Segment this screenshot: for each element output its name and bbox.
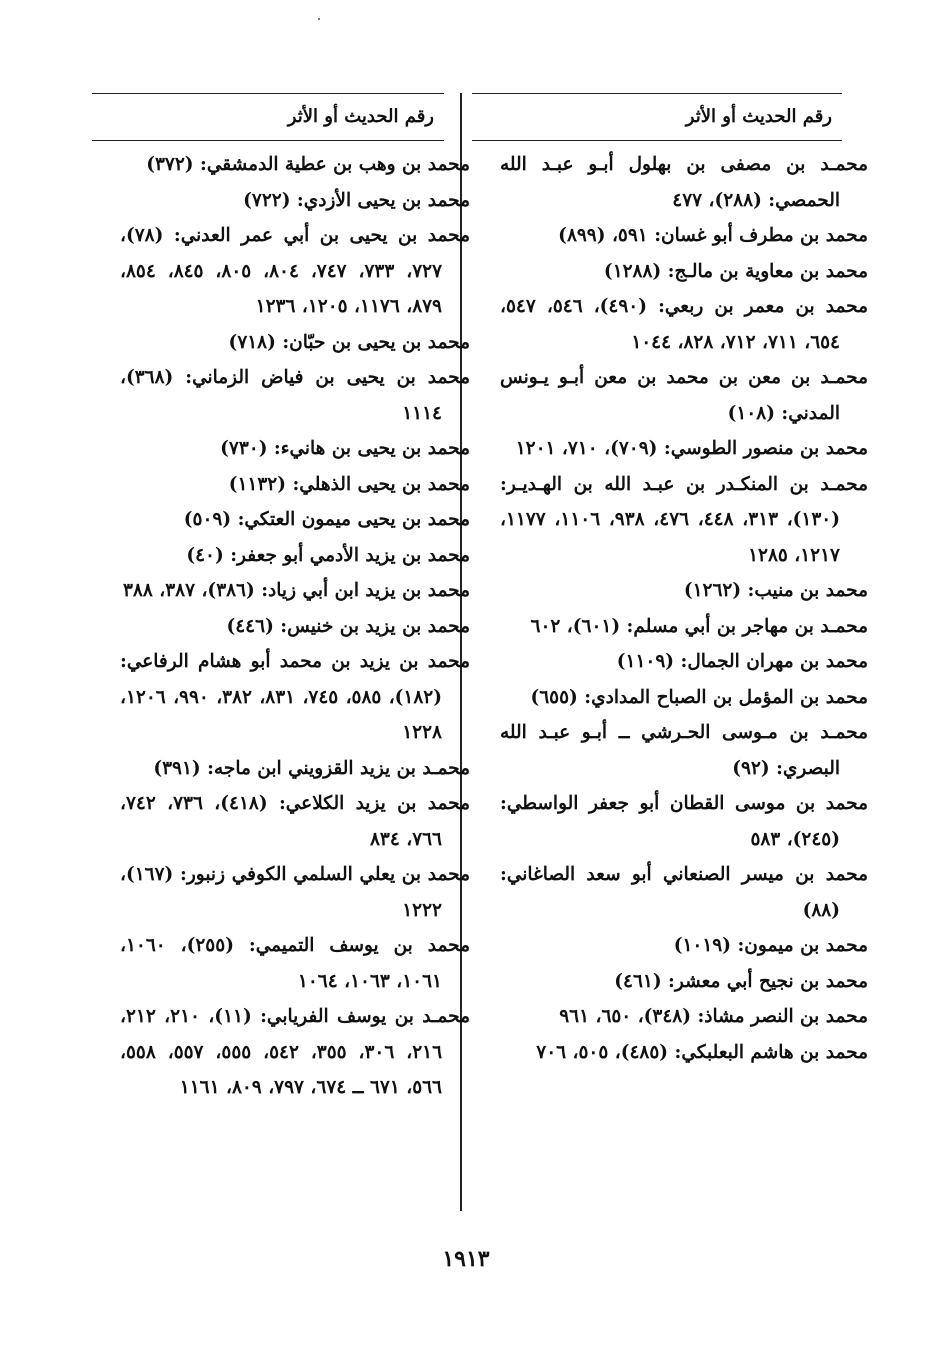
entry-refs: (١٢٦٢) (683, 580, 742, 601)
index-column-left (92, 93, 470, 1213)
entry-refs: (٧٣٠) (220, 438, 268, 459)
entry-refs: (٧٨)، ٧٢٧، ٧٣٣، ٧٤٧، ٨٠٤، ٨٠٥، ٨٤٥، ٨٥٤، ٨٧٩، ١١٧٦، ١٢٠٥، ١٢٣٦ (120, 225, 443, 317)
entry-refs: (١٦٧)، ١٢٢٢ (120, 864, 442, 921)
index-entry (92, 360, 470, 431)
entry-refs: (٨٨) (802, 899, 840, 921)
column-header-right: رقم الحديث أو الأثر (472, 93, 842, 141)
entry-refs: (٧٠٩)، ٧١٠، ١٢٠١ (515, 438, 658, 459)
entry-refs: (٢٥٥)، ١٠٦٠، ١٠٦١، ١٠٦٣، ١٠٦٤ (120, 935, 442, 992)
index-entry (472, 680, 868, 716)
index-entry (472, 289, 868, 360)
index-entry (92, 538, 470, 574)
entry-refs: (٣٩١) (153, 757, 201, 779)
index-entry (92, 857, 470, 928)
entry-name: محمد بن معمر بن ربعي: (658, 296, 868, 317)
entry-name: محمد بن يزيد ابن أبي زياد: (261, 580, 470, 601)
entry-name: محمد بن المؤمل بن الصباح المدادي: (584, 686, 868, 708)
entries-right (472, 147, 868, 1070)
index-entry (472, 1035, 868, 1071)
entry-refs: (٢٨٨)، ٤٧٧ (672, 189, 762, 211)
entry-refs: (١٨٢)، ٥٨٥، ٧٤٥، ٨٣١، ٣٨٢، ٩٩٠، ١٢٠٦، ١٢٢٨ (120, 686, 442, 743)
entry-name: محمد بن يحيى بن هانيء: (273, 438, 470, 459)
entry-name: محمد بن ميمون: (737, 935, 868, 956)
entry-name: محمد بن منصور الطوسي: (663, 438, 868, 459)
entry-refs: (٤٠) (186, 544, 224, 566)
entry-refs: (٦٠١)، ٦٠٢ (530, 615, 621, 637)
entry-name: محمد بن يحيى بن حبّان: (282, 331, 470, 353)
entry-name: محمد بن يحيى الذهلي: (292, 473, 470, 495)
entry-name: محمد بن يوسف التميمي: (248, 935, 470, 956)
entry-refs: (١٠٨) (727, 402, 775, 424)
index-entry (92, 999, 470, 1106)
entry-name: محمد بن يزيد بن محمد أبو هشام الرفاعي: (120, 651, 470, 672)
index-entry (472, 467, 868, 574)
index-entry (472, 928, 868, 964)
entry-name: محمد بن وهب بن عطية الدمشقي: (199, 154, 470, 175)
entries-left (92, 147, 470, 1106)
index-entry (472, 964, 868, 1000)
entry-name: محمد بن يحيى بن أبي عمر العدني: (173, 225, 470, 246)
index-entry (472, 147, 868, 218)
index-entry (92, 431, 470, 467)
entry-name: محمد بن موسى القطان أبو جعفر الواسطي: (500, 793, 868, 814)
entry-name: محمد بن يزيد الأدمي أبو جعفر: (230, 544, 470, 566)
entry-name: محمد بن يحيى ميمون العتكي: (237, 509, 470, 530)
entry-name: محمـد بن مـوسى الحـرشي ــ أبـو عبـد الله البصري: (500, 722, 868, 779)
entry-refs: (١٣٠)، ٣١٣، ٤٤٨، ٤٧٦، ٩٣٨، ١١٠٦، ١١٧٧، ١٢١٧، ١٢٨٥ (500, 509, 840, 566)
index-entry (92, 751, 470, 787)
index-entry (472, 573, 868, 609)
index-entry (472, 786, 868, 857)
entry-refs: (٤٦١) (614, 970, 662, 992)
entry-name: محمـد بن يزيد القزويني ابن ماجه: (207, 757, 470, 779)
index-entry (92, 573, 470, 609)
entry-refs: (٧١٨) (228, 331, 276, 353)
entry-refs: (١١٣٢) (228, 473, 287, 495)
index-entry (472, 644, 868, 680)
index-entry (472, 360, 868, 431)
page-number: ١٩١٣ (442, 1246, 490, 1272)
entry-refs: (١٢٨٨) (603, 260, 662, 282)
entry-name: محمد بن نجيح أبي معشر: (668, 970, 868, 992)
index-entry (92, 218, 470, 325)
entry-name: محمد بن مهران الجمال: (680, 651, 868, 672)
index-entry (92, 325, 470, 361)
entry-name: محمـد بن يوسف الفريابي: (260, 1006, 470, 1027)
column-header-left: رقم الحديث أو الأثر (92, 93, 444, 141)
index-entry (92, 609, 470, 645)
entry-refs: (٦٥٥) (530, 686, 578, 708)
entry-refs: (٤٩٠)، ٥٤٦، ٥٤٧، ٦٥٤، ٧١١، ٧١٢، ٨٢٨، ١٠٤٤ (500, 296, 840, 353)
index-entry (92, 467, 470, 503)
index-entry (92, 644, 470, 751)
entry-name: محمد بن يحيى الأزدي: (296, 189, 470, 211)
entry-refs: (٤١٨)، ٧٣٦، ٧٤٢، ٧٦٦، ٨٣٤ (120, 793, 442, 850)
index-entry (472, 254, 868, 290)
index-entry (92, 928, 470, 999)
entry-refs: (٣٨٦)، ٣٨٧، ٣٨٨ (122, 580, 255, 601)
entry-refs: (٣٧٢) (146, 154, 194, 175)
index-entry (92, 502, 470, 538)
entry-name: محمد بن منيب: (747, 580, 868, 601)
entry-refs: (٤٤٦) (226, 615, 274, 637)
entry-name: محمد بن يزيد الكلاعي: (278, 793, 470, 814)
entry-name: محمـد بن المنكـدر بن عبـد الله بن الهـديـر: (500, 473, 868, 495)
entry-refs: (٣٦٨)، ١١١٤ (120, 367, 442, 424)
entry-refs: (٩٢) (732, 757, 770, 779)
entry-refs: (٤٨٥)، ٥٠٥، ٧٠٦ (536, 1041, 669, 1063)
index-entry (92, 147, 470, 183)
entry-name: محمد بن ميسر الصنعاني أبو سعد الصاغاني: (500, 864, 868, 885)
index-entry (472, 715, 868, 786)
index-entry (472, 431, 868, 467)
scan-mark (318, 18, 320, 20)
entry-name: محمد بن النصر مشاذ: (697, 1006, 868, 1027)
entry-name: محمد بن يعلي السلمي الكوفي زنبور: (180, 864, 470, 885)
entry-refs: ٥٩١، (٨٩٩) (558, 225, 648, 246)
entry-refs: (٢٤٥)، ٥٨٣ (750, 828, 840, 850)
index-entry (92, 786, 470, 857)
index-entry (472, 609, 868, 645)
entry-name: محمد بن يزيد بن خنيس: (280, 615, 470, 637)
entry-name: محمـد بن مصفى بن بهلول أبـو عبـد الله الحمصي: (500, 154, 868, 211)
entry-name: محمـد بن مهاجر بن أبي مسلم: (626, 615, 868, 637)
entry-refs: (١٠١٩) (673, 935, 732, 956)
entry-refs: (٥٠٩) (183, 509, 232, 530)
entry-name: محمد بن مطرف أبو غسان: (654, 225, 868, 246)
index-column-right (472, 93, 868, 1213)
index-entry (92, 183, 470, 219)
entry-name: محمد بن يحيى بن فياض الزماني: (185, 367, 470, 388)
index-entry (472, 857, 868, 928)
entry-refs: (١١٠٩) (616, 651, 675, 672)
entry-refs: (٧٢٢) (243, 189, 291, 211)
entry-name: محمـد بن معن بن محمد بن معن أبـو يـونس المدني: (500, 367, 868, 424)
index-entry (472, 999, 868, 1035)
entry-refs: (٣٤٨)، ٦٥٠، ٩٦١ (559, 1006, 691, 1027)
index-entry (472, 218, 868, 254)
entry-name: محمد بن هاشم البعلبكي: (674, 1041, 868, 1063)
entry-refs: (١١)، ٢١٠، ٢١٢، ٢١٦، ٣٠٦، ٣٥٥، ٥٤٢، ٥٥٥، ٥٥٧، ٥٥٨، ٥٦٦، ٦٧١ ــ ٦٧٤، ٧٩٧، ٨٠٩، ١١٦١ (120, 1006, 443, 1098)
entry-name: محمد بن معاوية بن مالـج: (667, 260, 868, 282)
